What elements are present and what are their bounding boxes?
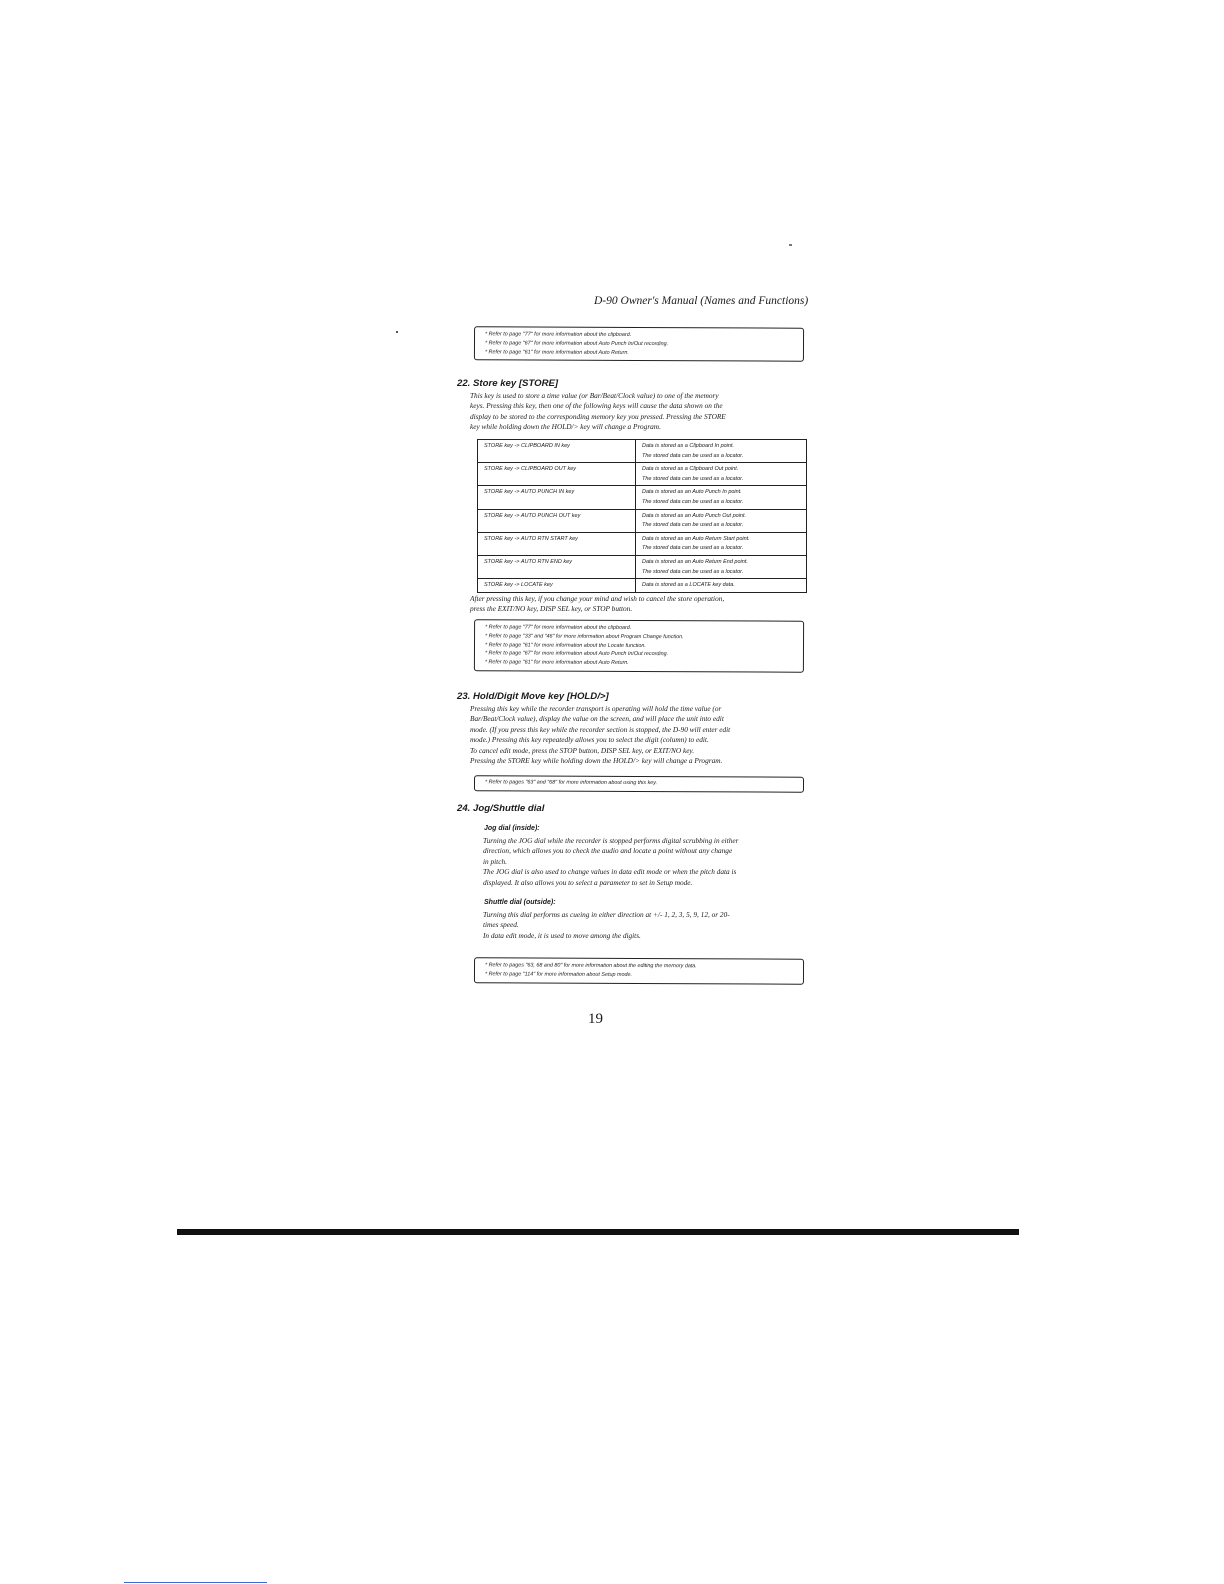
note-line: * Refer to page "77" for more information about the clipboard. (485, 624, 632, 631)
table-cell-desc: Data is stored as an Auto Return End point. The stored data can be used as a locator. (636, 555, 807, 578)
table-cell-key: STORE key -> CLIPBOARD OUT key (478, 463, 636, 486)
note-line: * Refer to page "33" and "46" for more information about Program Change function. (485, 633, 684, 640)
body-line: direction, which allows you to check the audio and locate a point without any change (483, 846, 733, 856)
body-line: mode.) Pressing this key repeatedly allows you to select the digit (column) to edit. (470, 735, 709, 745)
reference-note-box (474, 957, 804, 984)
reference-note-box (474, 775, 804, 792)
body-line: mode. (If you press this key while the recorder section is stopped, the D-90 will enter edit (470, 724, 731, 734)
scan-speck (396, 331, 398, 333)
table-cell-key: STORE key -> AUTO PUNCH OUT key (478, 509, 636, 532)
body-line: Bar/Beat/Clock value), display the value on the screen, and will place the unit into edit (470, 714, 724, 724)
body-line: keys. Pressing this key, then one of the following keys will cause the data shown on the (470, 401, 723, 411)
table-cell-desc: Data is stored as a LOCATE key data. (636, 579, 807, 593)
table-cell-desc: Data is stored as an Auto Punch Out point. The stored data can be used as a locator. (636, 509, 807, 532)
table-row (478, 532, 807, 555)
subsection-heading: Shuttle dial (outside): (484, 899, 556, 906)
section-heading: 22. Store key [STORE] (457, 378, 559, 389)
table-row (478, 463, 807, 486)
table-cell-desc: Data is stored as a Clipboard Out point. The stored data can be used as a locator. (636, 463, 807, 486)
body-line: The JOG dial is also used to change values in data edit mode or when the pitch data is (483, 867, 737, 877)
note-line: * Refer to page "67" for more information about Auto Punch In/Out recording. (484, 650, 669, 658)
body-line: press the EXIT/NO key, DISP SEL key, or STOP button. (470, 604, 633, 614)
shuttle-body (483, 910, 833, 941)
table-row (478, 579, 807, 593)
body-line: Turning this dial performs as cueing in either direction at +/- 1, 2, 3, 5, 9, 12, or 20- (483, 910, 730, 919)
note-line: * Refer to pages "63" and "68" for more information about using this key. (484, 779, 658, 787)
section-after-text (470, 594, 820, 615)
reference-note-box (474, 326, 804, 362)
page-number: 19 (588, 1011, 603, 1027)
note-line: * Refer to page "67" for more information about Auto Punch In/Out recording. (484, 340, 669, 347)
section-body (470, 704, 820, 766)
table-cell-key: STORE key -> AUTO RTN END key (478, 555, 636, 578)
subsection-heading: Jog dial (inside): (484, 825, 540, 832)
table-cell-key: STORE key -> AUTO RTN START key (478, 532, 636, 555)
jog-body (483, 836, 833, 888)
body-line: Pressing this key while the recorder transport is operating will hold the time value (or (470, 704, 722, 713)
table-cell-key: STORE key -> CLIPBOARD IN key (478, 440, 636, 463)
horizontal-rule (177, 1229, 1019, 1235)
body-line: This key is used to store a time value (or Bar/Beat/Clock value) to one of the memory (470, 391, 719, 400)
section-body (470, 391, 820, 433)
body-line: key while holding down the HOLD/> key will change a Program. (470, 422, 661, 432)
scan-speck (789, 244, 792, 246)
reference-note-box (474, 619, 804, 672)
note-line: * Refer to page "77" for more information about the clipboard. (485, 331, 632, 338)
body-line: times speed. (483, 920, 519, 930)
table-cell-desc: Data is stored as a Clipboard In point. The stored data can be used as a locator. (636, 440, 807, 463)
note-line: * Refer to page "114" for more information about Setup mode. (484, 971, 632, 978)
section-heading: 23. Hold/Digit Move key [HOLD/>] (457, 691, 609, 702)
store-key-table (477, 439, 807, 593)
note-line: * Refer to pages "63, 68 and 80" for more information about the editing the memory data. (485, 962, 697, 970)
table-row (478, 440, 807, 463)
note-line: * Refer to page "61" for more information about Auto Return. (484, 659, 629, 667)
body-line: To cancel edit mode, press the STOP button, DISP SEL key, or EXIT/NO key. (470, 745, 695, 755)
body-line: After pressing this key, if you change your mind and wish to cancel the store operation, (470, 594, 725, 603)
body-line: in pitch. (483, 856, 507, 866)
section-heading: 24. Jog/Shuttle dial (457, 803, 545, 814)
body-line: display to be stored to the corresponding memory key you pressed. Pressing the STORE (470, 411, 726, 421)
note-line: * Refer to page "61" for more information about the Locate function. (484, 641, 646, 649)
table-cell-desc: Data is stored as an Auto Return Start point. The stored data can be used as a locator. (636, 532, 807, 555)
table-cell-key: STORE key -> AUTO PUNCH IN key (478, 486, 636, 509)
table-row (478, 509, 807, 532)
table-cell-desc: Data is stored as an Auto Punch In point. The stored data can be used as a locator. (636, 486, 807, 509)
table-row (478, 486, 807, 509)
body-line: In data edit mode, it is used to move among the digits. (483, 930, 641, 940)
body-line: displayed. It also allows you to select a parameter to set in Setup mode. (483, 877, 693, 887)
body-line: Pressing the STORE key while holding down the HOLD/> key will change a Program. (470, 756, 723, 766)
table-cell-key: STORE key -> LOCATE key (478, 579, 636, 593)
link-underline (124, 1582, 267, 1583)
body-line: Turning the JOG dial while the recorder is stopped performs digital scrubbing in either (483, 836, 739, 845)
table-row (478, 555, 807, 578)
running-header: D-90 Owner's Manual (Names and Functions) (594, 295, 809, 307)
note-line: * Refer to page "61" for more information about Auto Return. (484, 348, 629, 356)
